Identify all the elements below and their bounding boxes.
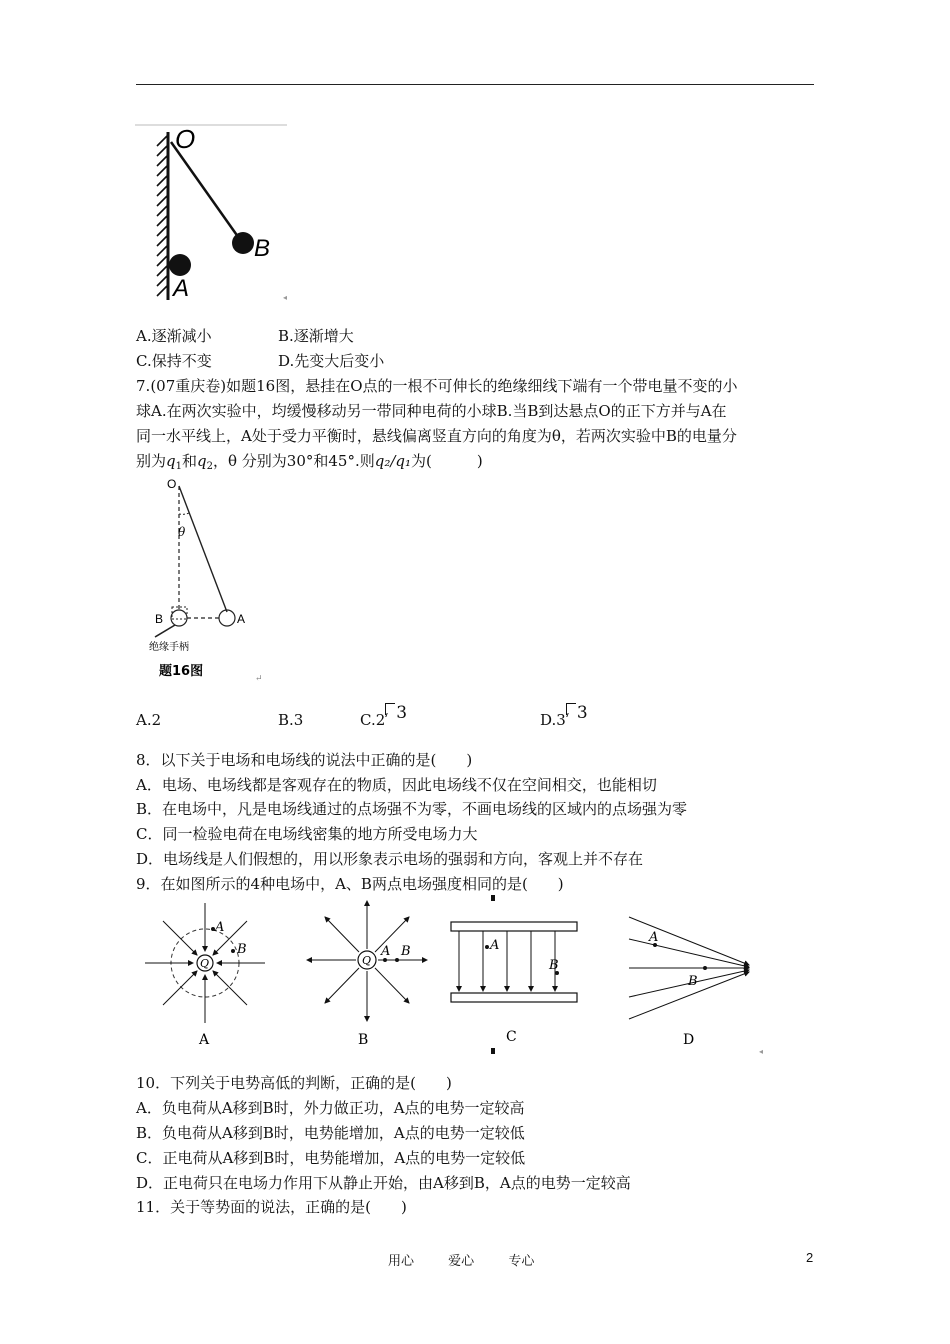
svg-text:B: B — [237, 942, 247, 957]
svg-text:A: A — [381, 944, 391, 959]
label-a: A — [173, 275, 190, 302]
field-diagram-d — [629, 917, 749, 1048]
q7-fig-b: B — [155, 612, 164, 626]
q8-stem: 8．以下关于电场和电场线的说法中正确的是( ) — [136, 751, 473, 769]
q7-stem-line3: 同一水平线上，A处于受力平衡时，悬线偏离竖直方向的角度为θ，若两次实验中B的电量分 — [136, 427, 737, 445]
sqrt-symbol: 3 — [566, 701, 588, 725]
panel-label-a: A — [199, 1032, 210, 1048]
q9-stem: 9．在如图所示的4种电场中，A、B两点电场强度相同的是( ) — [136, 875, 564, 893]
label-b: B — [254, 235, 271, 262]
q7-option-d: D.3 3 — [540, 703, 588, 729]
q7-fig-theta: θ — [178, 525, 186, 539]
q7-fig-o: O — [167, 477, 177, 491]
footer-text-3: 专心 — [508, 1254, 535, 1269]
panel-label-c: C — [506, 1029, 517, 1045]
q6-figure — [135, 124, 290, 302]
svg-text:A: A — [649, 930, 659, 945]
q7-option-c: C.2 3 — [360, 703, 408, 729]
svg-text:A: A — [490, 938, 500, 953]
svg-text:B: B — [401, 944, 411, 959]
ball-a — [169, 254, 191, 276]
q7-number: 7. — [136, 377, 151, 395]
q7-option-b: B.3 — [278, 711, 304, 729]
svg-text:B: B — [549, 958, 559, 973]
footer-text-1: 用心 — [388, 1254, 415, 1269]
label-o: O — [175, 124, 196, 154]
svg-text:B: B — [688, 974, 698, 989]
q7-figure — [135, 474, 265, 686]
q8-option-c: C．同一检验电荷在电场线密集的地方所受电场力大 — [136, 825, 478, 843]
q7-stem-line4: 别为$q_1$和$q_2$，θ 分别为30°和45°.则q₂/q₁为( ) — [136, 452, 483, 472]
q10-option-b: B．负电荷从A移到B时，电势能增加，A点的电势一定较低 — [136, 1124, 525, 1142]
page-number: 2 — [806, 1250, 814, 1265]
q8-option-d: D．电场线是人们假想的，用以形象表示电场的强弱和方向，客观上并不存在 — [136, 850, 644, 868]
sqrt-symbol: 3 — [385, 701, 407, 725]
q10-option-d: D．正电荷只在电场力作用下从静止开始，由A移到B，A点的电势一定较高 — [136, 1174, 631, 1192]
q7-source: (07重庆卷) — [150, 377, 227, 395]
ball-b — [232, 232, 254, 254]
svg-text:◂: ◂ — [283, 293, 288, 302]
panel-label-d: D — [683, 1032, 695, 1048]
q11-stem: 11．关于等势面的说法，正确的是( ) — [136, 1198, 407, 1216]
footer-text-2: 爱心 — [448, 1254, 475, 1269]
q10-option-c: C．正电荷从A移到B时，电势能增加，A点的电势一定较低 — [136, 1149, 526, 1167]
field-diagram-a — [145, 903, 265, 1048]
q10-option-a: A．负电荷从A移到B时，外力做正功，A点的电势一定较高 — [136, 1099, 525, 1117]
q7-stem-line2: 球A.在两次实验中，均缓慢移动另一带同种电荷的小球B.当B到达悬点O的正下方并与A在 — [136, 402, 727, 420]
q7-option-a: A.2 — [136, 711, 162, 729]
footer — [388, 1250, 564, 1269]
field-diagram-b — [307, 901, 427, 1048]
svg-text:↵: ↵ — [255, 674, 263, 684]
q6-option-b: B.逐渐增大 — [278, 327, 354, 345]
q6-option-c: C.保持不变 — [136, 352, 212, 370]
q10-stem: 10．下列关于电势高低的判断，正确的是( ) — [136, 1074, 452, 1092]
q8-option-b: B．在电场中，凡是电场线通过的点场强不为零，不画电场线的区域内的点场强为零 — [136, 800, 688, 818]
q7-fig-a: A — [237, 612, 246, 626]
q7-ratio: q₂/q₁ — [374, 452, 412, 470]
svg-text:A: A — [215, 920, 225, 935]
q7-stem-line1 — [136, 374, 738, 398]
svg-text:◂: ◂ — [759, 1047, 764, 1056]
field-diagram-c — [451, 922, 577, 1045]
q7-fig-handle: 绝缘手柄 — [149, 642, 189, 653]
q6-option-a: A.逐渐减小 — [136, 327, 212, 345]
q8-option-a: A．电场、电场线都是客观存在的物质，因此电场线不仅在空间相交，也能相切 — [136, 776, 657, 794]
q7-text-1: 如题16图，悬挂在O点的一根不可伸长的绝缘细线下端有一个带电量不变的小 — [226, 377, 738, 395]
q6-option-d: D.先变大后变小 — [278, 352, 385, 370]
svg-text:Q: Q — [200, 957, 210, 970]
panel-label-b: B — [358, 1032, 369, 1048]
q7-fig-caption: 题16图 — [159, 664, 204, 679]
header-rule — [136, 84, 814, 85]
q9-figure — [135, 893, 767, 1059]
svg-text:Q: Q — [362, 954, 372, 967]
